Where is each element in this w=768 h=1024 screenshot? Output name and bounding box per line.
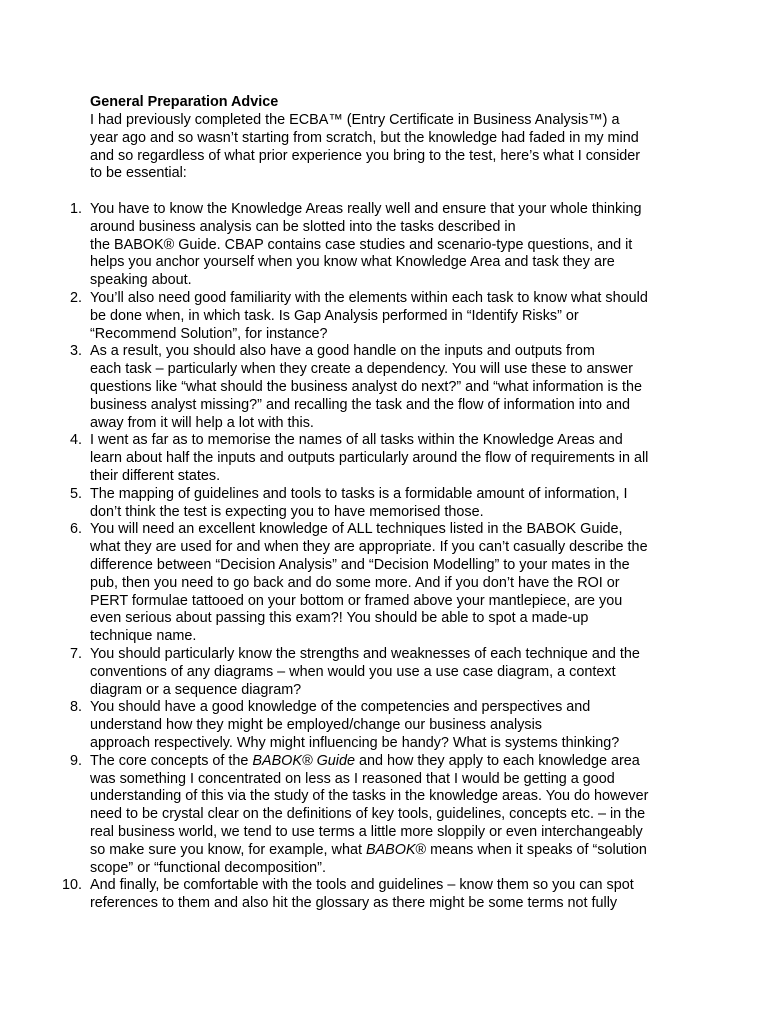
list-item-line: helps you anchor yourself when you know what Knowledge Area and task they are — [90, 254, 615, 271]
list-item-number: 8. — [69, 699, 82, 716]
list-item-line: You’ll also need good familiarity with the elements within each task to know what should — [90, 290, 648, 306]
list-item-number: 2. — [69, 290, 82, 306]
text-run: and how they apply to each knowledge area — [354, 752, 640, 769]
text-run: The core concepts of the — [90, 752, 253, 769]
list-item-line: difference between “Decision Analysis” and “Decision Modelling” to your mates in the — [90, 557, 630, 573]
section-heading: General Preparation Advice — [90, 94, 279, 110]
list-item-line: You will need an excellent knowledge of ALL techniques listed in the BABOK Guide, — [90, 521, 623, 538]
list-item-line: be done when, in which task. Is Gap Analysis performed in “Identify Risks” or — [90, 307, 579, 324]
list-item-line: real business world, we tend to use terms a little more sloppily or even interchangeably — [90, 824, 643, 840]
intro-line: year ago and so wasn’t starting from scratch, but the knowledge had faded in my mind — [90, 129, 639, 146]
list-item-line — [90, 842, 647, 860]
intro-line: I had previously completed the ECBA™ (Entry Certificate in Business Analysis™) a — [90, 112, 620, 128]
list-item-line: understand how they might be employed/change our business analysis — [90, 717, 542, 734]
list-item-line: the BABOK® Guide. CBAP contains case studies and scenario-type questions, and it — [90, 236, 633, 253]
list-item-number: 7. — [69, 646, 82, 662]
list-item-line: business analyst missing?” and recalling the task and the flow of information into and — [90, 396, 630, 413]
list-item-line: references to them and also hit the glossary as there might be some terms not fully — [90, 895, 618, 912]
list-item-line: what they are used for and when they are appropriate. If you can’t casually describe the — [90, 539, 648, 556]
list-item-line: away from it will help a lot with this. — [90, 414, 314, 431]
list-item-line — [90, 753, 640, 771]
list-item-line: around business analysis can be slotted into the tasks described in — [90, 218, 516, 235]
list-item-number: 9. — [69, 752, 82, 769]
list-item-line: pub, then you need to go back and do some more. And if you don’t have the ROI or — [90, 574, 620, 591]
text-run: ® means when it speaks of “solution — [415, 841, 647, 858]
list-item-line: learn about half the inputs and outputs particularly around the flow of requirements in all — [90, 450, 649, 467]
list-item-line: technique name. — [90, 628, 197, 645]
italic-text-run: BABOK — [365, 841, 416, 858]
list-item-line: each task – particularly when they create a dependency. You will use these to answer — [90, 361, 633, 378]
list-item-line: As a result, you should also have a good handle on the inputs and outputs from — [90, 343, 595, 360]
list-item-line: understanding of this via the study of the tasks in the knowledge areas. You do however — [90, 788, 649, 805]
intro-line: to be essential: — [90, 165, 187, 182]
list-item-line: I went as far as to memorise the names of all tasks within the Knowledge Areas and — [90, 432, 623, 449]
intro-line: and so regardless of what prior experience you bring to the test, here’s what I consider — [90, 147, 641, 164]
list-item-line: their different states. — [90, 468, 221, 484]
list-item-line: And finally, be comfortable with the tools and guidelines – know them so you can spot — [90, 877, 634, 894]
list-item-line: scope” or “functional decomposition”. — [90, 859, 326, 876]
text-run: so make sure you know, for example, what — [90, 841, 366, 858]
list-item-line: was something I concentrated on less as I reasoned that I would be getting a good — [90, 770, 615, 787]
list-item-line: even serious about passing this exam?! You should be able to spot a made-up — [90, 610, 589, 627]
list-item-line: You should have a good knowledge of the competencies and perspectives and — [90, 699, 591, 716]
list-item-line: approach respectively. Why might influencing be handy? What is systems thinking? — [90, 735, 620, 751]
list-item-number: 4. — [69, 432, 82, 449]
list-item-line: conventions of any diagrams – when would you use a use case diagram, a context — [90, 663, 616, 680]
list-item-line: don’t think the test is expecting you to have memorised those. — [90, 503, 484, 520]
list-item-line: speaking about. — [90, 272, 192, 289]
list-item-number: 6. — [69, 521, 82, 538]
list-item-number: 10. — [61, 877, 82, 894]
list-item-line: “Recommend Solution”, for instance? — [90, 325, 328, 342]
italic-text-run: BABOK® Guide — [252, 752, 355, 769]
list-item-line: You should particularly know the strengths and weaknesses of each technique and the — [90, 646, 640, 662]
list-item-number: 5. — [69, 485, 82, 502]
list-item-number: 1. — [69, 201, 82, 217]
list-item-line: You have to know the Knowledge Areas really well and ensure that your whole thinking — [90, 201, 642, 217]
list-item-line: The mapping of guidelines and tools to tasks is a formidable amount of information, I — [90, 485, 628, 502]
list-item-line: diagram or a sequence diagram? — [90, 681, 302, 698]
list-item-number: 3. — [69, 343, 82, 360]
list-item-line: need to be crystal clear on the definitions of key tools, guidelines, concepts etc. – in the — [90, 806, 646, 823]
list-item-line: PERT formulae tattooed on your bottom or framed above your mantlepiece, are you — [90, 592, 623, 609]
list-item-line: questions like “what should the business analyst do next?” and “what information is the — [90, 379, 642, 395]
